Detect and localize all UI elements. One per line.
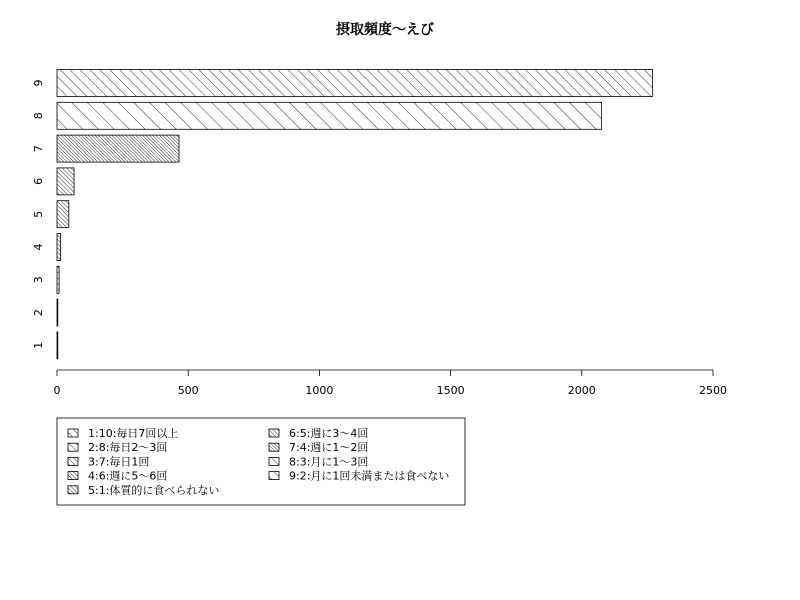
bar-9 (57, 70, 653, 97)
legend-label-9: 9:2:月に1回未満または食べない (289, 469, 450, 483)
bar-8 (57, 102, 601, 129)
legend-label-7: 7:4:週に1〜2回 (289, 441, 369, 455)
bar-1 (57, 332, 58, 359)
y-tick-label-1: 1 (32, 341, 45, 349)
bar-2 (57, 299, 58, 326)
bar-3 (57, 266, 59, 293)
x-tick-label-500: 500 (177, 384, 199, 397)
legend-label-4: 4:6:週に5〜6回 (88, 469, 168, 483)
legend-label-2: 2:8:毎日2〜3回 (88, 441, 168, 455)
y-tick-label-3: 3 (32, 276, 45, 284)
bar-5 (57, 201, 69, 228)
x-axis (54, 370, 728, 397)
legend (57, 418, 465, 505)
legend-label-3: 3:7:毎日1回 (88, 455, 150, 469)
legend-label-6: 6:5:週に3〜4回 (289, 427, 369, 440)
y-tick-label-8: 8 (32, 112, 45, 120)
bar-6 (57, 168, 74, 195)
legend-swatch-9 (269, 472, 279, 480)
y-tick-label-7: 7 (32, 145, 45, 153)
x-tick-label-1500: 1500 (436, 384, 465, 397)
legend-swatch-6 (269, 429, 279, 437)
x-tick-label-2500: 2500 (699, 384, 727, 397)
legend-label-8: 8:3:月に1〜3回 (289, 455, 369, 469)
legend-swatch-4 (68, 472, 78, 480)
y-tick-label-4: 4 (32, 243, 45, 251)
x-tick-label-1000: 1000 (305, 384, 334, 397)
y-tick-label-6: 6 (32, 177, 45, 185)
legend-swatch-7 (269, 443, 279, 451)
x-tick-label-2000: 2000 (567, 384, 596, 397)
legend-swatch-3 (68, 457, 78, 465)
legend-swatch-8 (269, 457, 279, 465)
bar-7 (57, 135, 179, 162)
chart-title: 摂取頻度〜えび (336, 22, 434, 38)
x-tick-label-0: 0 (53, 384, 61, 397)
legend-swatch-5 (68, 486, 78, 494)
legend-label-1: 1:10:毎日7回以上 (88, 427, 179, 440)
y-tick-label-2: 2 (32, 309, 45, 317)
legend-swatch-2 (68, 443, 78, 451)
y-tick-label-9: 9 (32, 79, 45, 87)
bar-4 (57, 234, 61, 261)
y-tick-label-5: 5 (32, 210, 45, 218)
legend-swatch-1 (68, 429, 78, 437)
plot-area (32, 70, 653, 359)
legend-label-5: 5:1:体質的に食べられない (88, 483, 220, 497)
